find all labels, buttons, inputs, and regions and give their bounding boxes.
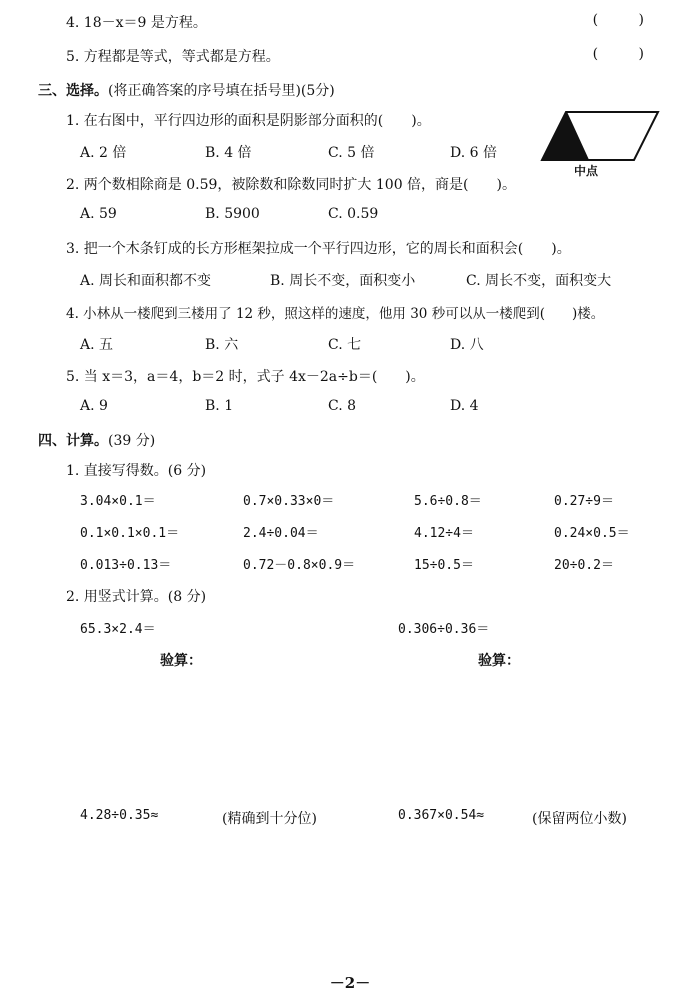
vertical-calc-item-1: 65.3×2.4＝ [80, 622, 156, 637]
direct-calc-r1-c4: 0.27÷9＝ [554, 494, 614, 509]
page-number: －2－ [329, 974, 371, 992]
direct-calc-r3-c3: 15÷0.5＝ [414, 558, 474, 573]
midpoint-label: 中点 [574, 164, 599, 178]
choice-q2-option-b[interactable]: B. 5900 [205, 206, 260, 222]
direct-calc-title: 1. 直接写得数。(6 分) [66, 463, 207, 479]
check-label-left: 验算： [160, 653, 202, 669]
choice-q2-option-a[interactable]: A. 59 [80, 206, 117, 222]
choice-q5-option-a[interactable]: A. 9 [80, 398, 108, 414]
tf-answer-bracket-5[interactable]: ( ) [592, 46, 662, 62]
approx-expr-2: 0.367×0.54≈ [398, 808, 485, 823]
direct-calc-r2-c1: 0.1×0.1×0.1＝ [80, 526, 180, 541]
choice-question-5: 5. 当 x＝3，a＝4，b＝2 时，式子 4x－2a÷b＝( )。 [66, 369, 425, 385]
choice-q4-option-c[interactable]: C. 七 [328, 337, 362, 353]
choice-section-note: (将正确答案的序号填在括号里)(5分) [108, 83, 335, 99]
tf-item-4: 4. 18－x＝9 是方程。 [66, 15, 207, 31]
choice-q5-option-d[interactable]: D. 4 [450, 398, 479, 414]
calc-section-title [38, 430, 155, 450]
direct-calc-r3-c4: 20÷0.2＝ [554, 558, 614, 573]
approx-note-2: (保留两位小数) [532, 811, 627, 827]
choice-question-4: 4. 小林从一楼爬到三楼用了 12 秒，照这样的速度，他用 30 秒可以从一楼爬到( )楼。 [66, 306, 605, 322]
choice-q5-option-b[interactable]: B. 1 [205, 398, 234, 414]
choice-q1-option-c[interactable]: C. 5 倍 [328, 145, 375, 161]
approx-note-1: (精确到十分位) [222, 811, 317, 827]
choice-section-title [38, 80, 335, 100]
direct-calc-r2-c2: 2.4÷0.04＝ [243, 526, 319, 541]
choice-question-1: 1. 在右图中，平行四边形的面积是阴影部分面积的( )。 [66, 113, 431, 129]
approx-expr-1: 4.28÷0.35≈ [80, 808, 159, 823]
choice-q3-option-b[interactable]: B. 周长不变，面积变小 [270, 273, 416, 289]
tf-item-5: 5. 方程都是等式，等式都是方程。 [66, 49, 280, 65]
choice-section-heading: 三、选择。 [38, 83, 108, 99]
check-label-right: 验算： [478, 653, 520, 669]
choice-q5-option-c[interactable]: C. 8 [328, 398, 357, 414]
direct-calc-r1-c2: 0.7×0.33×0＝ [243, 494, 335, 509]
choice-q4-option-d[interactable]: D. 八 [450, 337, 484, 353]
parallelogram-figure [538, 108, 663, 176]
choice-q3-option-a[interactable]: A. 周长和面积都不变 [80, 273, 212, 289]
calc-section-score: (39 分) [108, 433, 156, 449]
direct-calc-r1-c3: 5.6÷0.8＝ [414, 494, 482, 509]
choice-question-3: 3. 把一个木条钉成的长方形框架拉成一个平行四边形，它的周长和面积会( )。 [66, 241, 571, 257]
tf-answer-bracket-4[interactable]: ( ) [592, 12, 662, 28]
choice-q4-option-a[interactable]: A. 五 [80, 337, 114, 353]
choice-q1-option-b[interactable]: B. 4 倍 [205, 145, 252, 161]
choice-q2-option-c[interactable]: C. 0.59 [328, 206, 379, 222]
choice-q3-option-c[interactable]: C. 周长不变，面积变大 [466, 273, 612, 289]
direct-calc-r3-c1: 0.013÷0.13＝ [80, 558, 172, 573]
direct-calc-r1-c1: 3.04×0.1＝ [80, 494, 156, 509]
choice-question-2: 2. 两个数相除商是 0.59，被除数和除数同时扩大 100 倍，商是( )。 [66, 177, 516, 193]
direct-calc-r2-c4: 0.24×0.5＝ [554, 526, 630, 541]
calc-section-heading: 四、计算。 [38, 433, 108, 449]
direct-calc-r3-c2: 0.72－0.8×0.9＝ [243, 558, 356, 573]
vertical-calc-item-2: 0.306÷0.36＝ [398, 622, 490, 637]
choice-q4-option-b[interactable]: B. 六 [205, 337, 239, 353]
vertical-calc-title: 2. 用竖式计算。(8 分) [66, 589, 207, 605]
direct-calc-r2-c3: 4.12÷4＝ [414, 526, 474, 541]
choice-q1-option-d[interactable]: D. 6 倍 [450, 145, 497, 161]
choice-q1-option-a[interactable]: A. 2 倍 [80, 145, 127, 161]
